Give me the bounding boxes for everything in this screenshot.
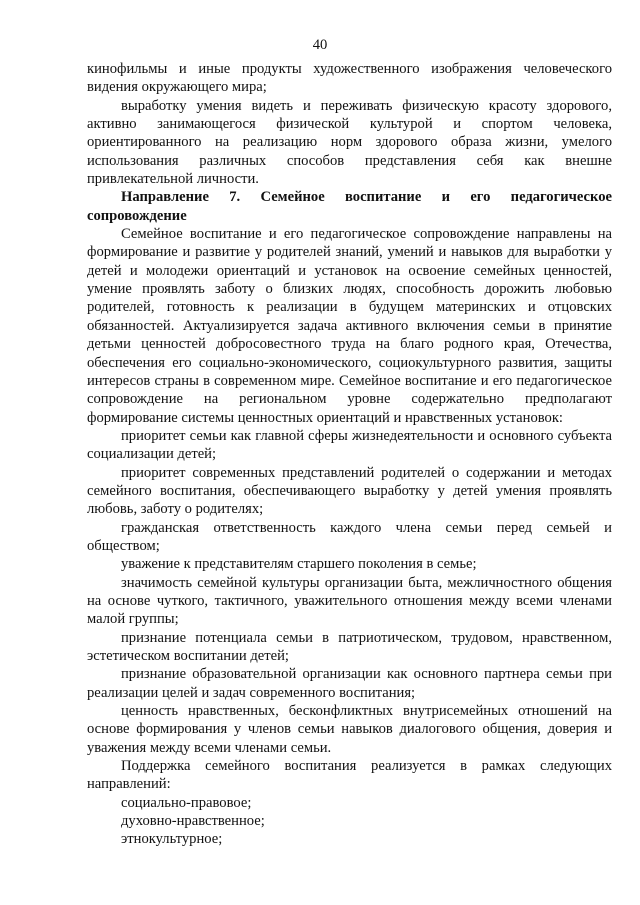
list-item-family-potential: признание потенциала семьи в патриотическом, трудовом, нравственном, эстетическом воспитании детей; [87,629,612,664]
section-heading-direction-7: Направление 7. Семейное воспитание и его педагогическое сопровождение [87,189,612,224]
list-item-social-legal: социально-правовое; [121,794,252,811]
page-number: 40 [312,37,328,53]
list-item-family-priority: приоритет семьи как главной сферы жизнедеятельности и основного субъекта социализации детей; [87,427,612,463]
list-item-moral-relations: ценность нравственных, бесконфликтных внутрисемейных отношений на основе формирования у членов семьи навыков диалогового общения, доверия и уважения между всеми членами семьи. [87,703,612,756]
list-item-civic-responsibility: гражданская ответственность каждого члена семьи перед семьей и обществом; [87,519,612,554]
list-item-spiritual-moral: духовно-нравственное; [121,813,265,830]
list-item-school-partner: признание образовательной организации как основного партнера семьи при реализации целей и задач современного воспитания; [87,666,612,701]
list-item-ethnocultural: этнокультурное; [121,831,223,848]
list-item-parent-ideas: приоритет современных представлений родителей о содержании и методах семейного воспитания, обеспечивающего выработку у детей умения проявлять любовь, заботу о родителях; [87,464,612,518]
paragraph-physical-beauty: выработку умения видеть и переживать физическую красоту здорового, активно занимающегося физической культурой и спортом человека, ориентированного на реализацию норм здорового образа жизни, умелого использования различных способов представления себя как внешне привлекательной личности. [87,97,612,188]
list-item-family-culture: значимость семейной культуры организации быта, межличностного общения на основе чуткого, тактичного, уважительного отношения между всеми членами малой группы; [87,574,612,628]
paragraph-support-directions: Поддержка семейного воспитания реализуется в рамках следующих направлений: [87,758,612,793]
paragraph-family-upbringing: Семейное воспитание и его педагогическое сопровождение направлены на формирование и развитие у родителей знаний, умений и навыков для выработки у детей и молодежи ориентаций и установок на освоение семейных ценностей, умение проявлять заботу о близких людях, способность дорожить любовью родителей, готовность к реализации в будущем материнских и отцовских обязанностей. Актуализируется задача активного включения семьи в принятие детьми ценностей добросовестного труда на благо родного края, Отечества, обеспечения его социально-экономического, социокультурного развития, защиты интересов страны в современном мире. Семейное воспитание и его педагогическое сопровождение на региональном уровне содержательно предполагают формирование системы ценностных ориентаций и нравственных установок: [87,226,612,426]
list-item-respect-elders: уважение к представителям старшего поколения в семье; [121,556,477,573]
document-body [87,60,612,849]
paragraph-films: кинофильмы и иные продукты художественного изображения человеческого видения окружающего мира; [87,61,612,96]
